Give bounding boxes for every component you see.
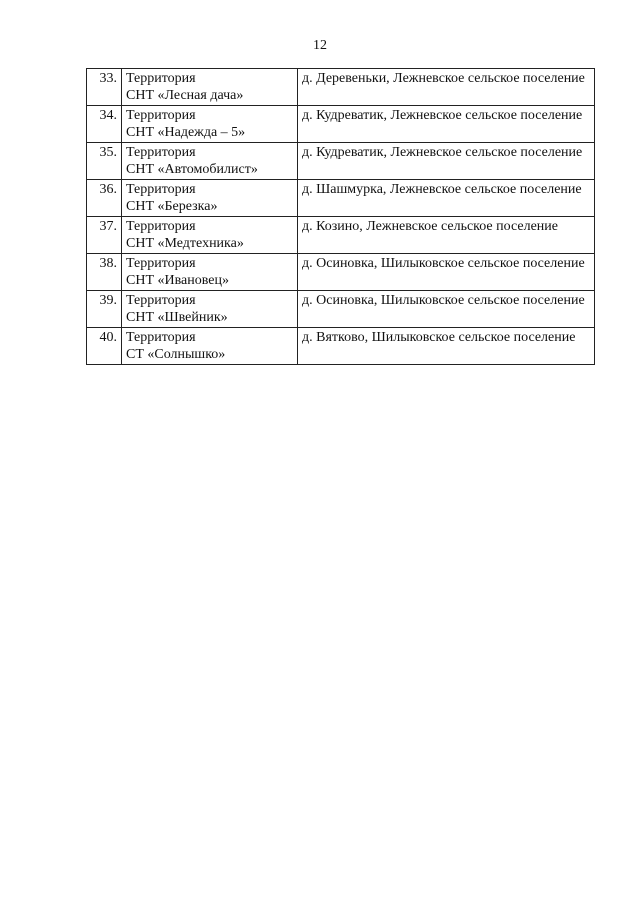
- territory-name: [122, 106, 298, 143]
- territory-name: [122, 217, 298, 254]
- territory-type: Территория: [126, 293, 196, 308]
- territory-name: [122, 180, 298, 217]
- page-number: 12: [313, 38, 327, 53]
- row-number: 34.: [87, 106, 122, 143]
- territory-type: Территория: [126, 182, 196, 197]
- territory-location: д. Вятково, Шилыковское сельское поселение: [298, 328, 595, 365]
- territory-title: СНТ «Лесная дача»: [126, 88, 244, 103]
- territory-name: [122, 254, 298, 291]
- table-body: [87, 69, 595, 365]
- row-number: 33.: [87, 69, 122, 106]
- territory-location: д. Кудреватик, Лежневское сельское поселение: [298, 106, 595, 143]
- territory-title: СНТ «Березка»: [126, 199, 218, 214]
- territory-type: Территория: [126, 71, 196, 86]
- row-number: 40.: [87, 328, 122, 365]
- territory-title: СНТ «Автомобилист»: [126, 162, 258, 177]
- territory-title: СНТ «Надежда – 5»: [126, 125, 246, 140]
- table-row: [87, 328, 595, 365]
- territory-location: д. Кудреватик, Лежневское сельское поселение: [298, 143, 595, 180]
- table-row: [87, 106, 595, 143]
- row-number: 36.: [87, 180, 122, 217]
- row-number: 35.: [87, 143, 122, 180]
- territory-location: д. Осиновка, Шилыковское сельское поселение: [298, 291, 595, 328]
- territory-type: Территория: [126, 108, 196, 123]
- territory-type: Территория: [126, 219, 196, 234]
- table-row: [87, 69, 595, 106]
- row-number: 38.: [87, 254, 122, 291]
- territory-location: д. Осиновка, Шилыковское сельское поселение: [298, 254, 595, 291]
- territory-location: д. Деревеньки, Лежневское сельское поселение: [298, 69, 595, 106]
- territory-type: Территория: [126, 145, 196, 160]
- territory-title: СНТ «Медтехника»: [126, 236, 244, 251]
- territory-type: Территория: [126, 256, 196, 271]
- territory-name: [122, 143, 298, 180]
- territory-location: д. Шашмурка, Лежневское сельское поселение: [298, 180, 595, 217]
- territory-name: [122, 328, 298, 365]
- row-number: 37.: [87, 217, 122, 254]
- row-number: 39.: [87, 291, 122, 328]
- territories-table: [86, 68, 595, 365]
- table-row: [87, 254, 595, 291]
- territory-title: СНТ «Ивановец»: [126, 273, 229, 288]
- table-row: [87, 291, 595, 328]
- territory-name: [122, 69, 298, 106]
- territory-type: Территория: [126, 330, 196, 345]
- territory-title: СНТ «Швейник»: [126, 310, 228, 325]
- territory-title: СТ «Солнышко»: [126, 347, 226, 362]
- territory-name: [122, 291, 298, 328]
- table-row: [87, 143, 595, 180]
- table-row: [87, 180, 595, 217]
- table-row: [87, 217, 595, 254]
- territory-location: д. Козино, Лежневское сельское поселение: [298, 217, 595, 254]
